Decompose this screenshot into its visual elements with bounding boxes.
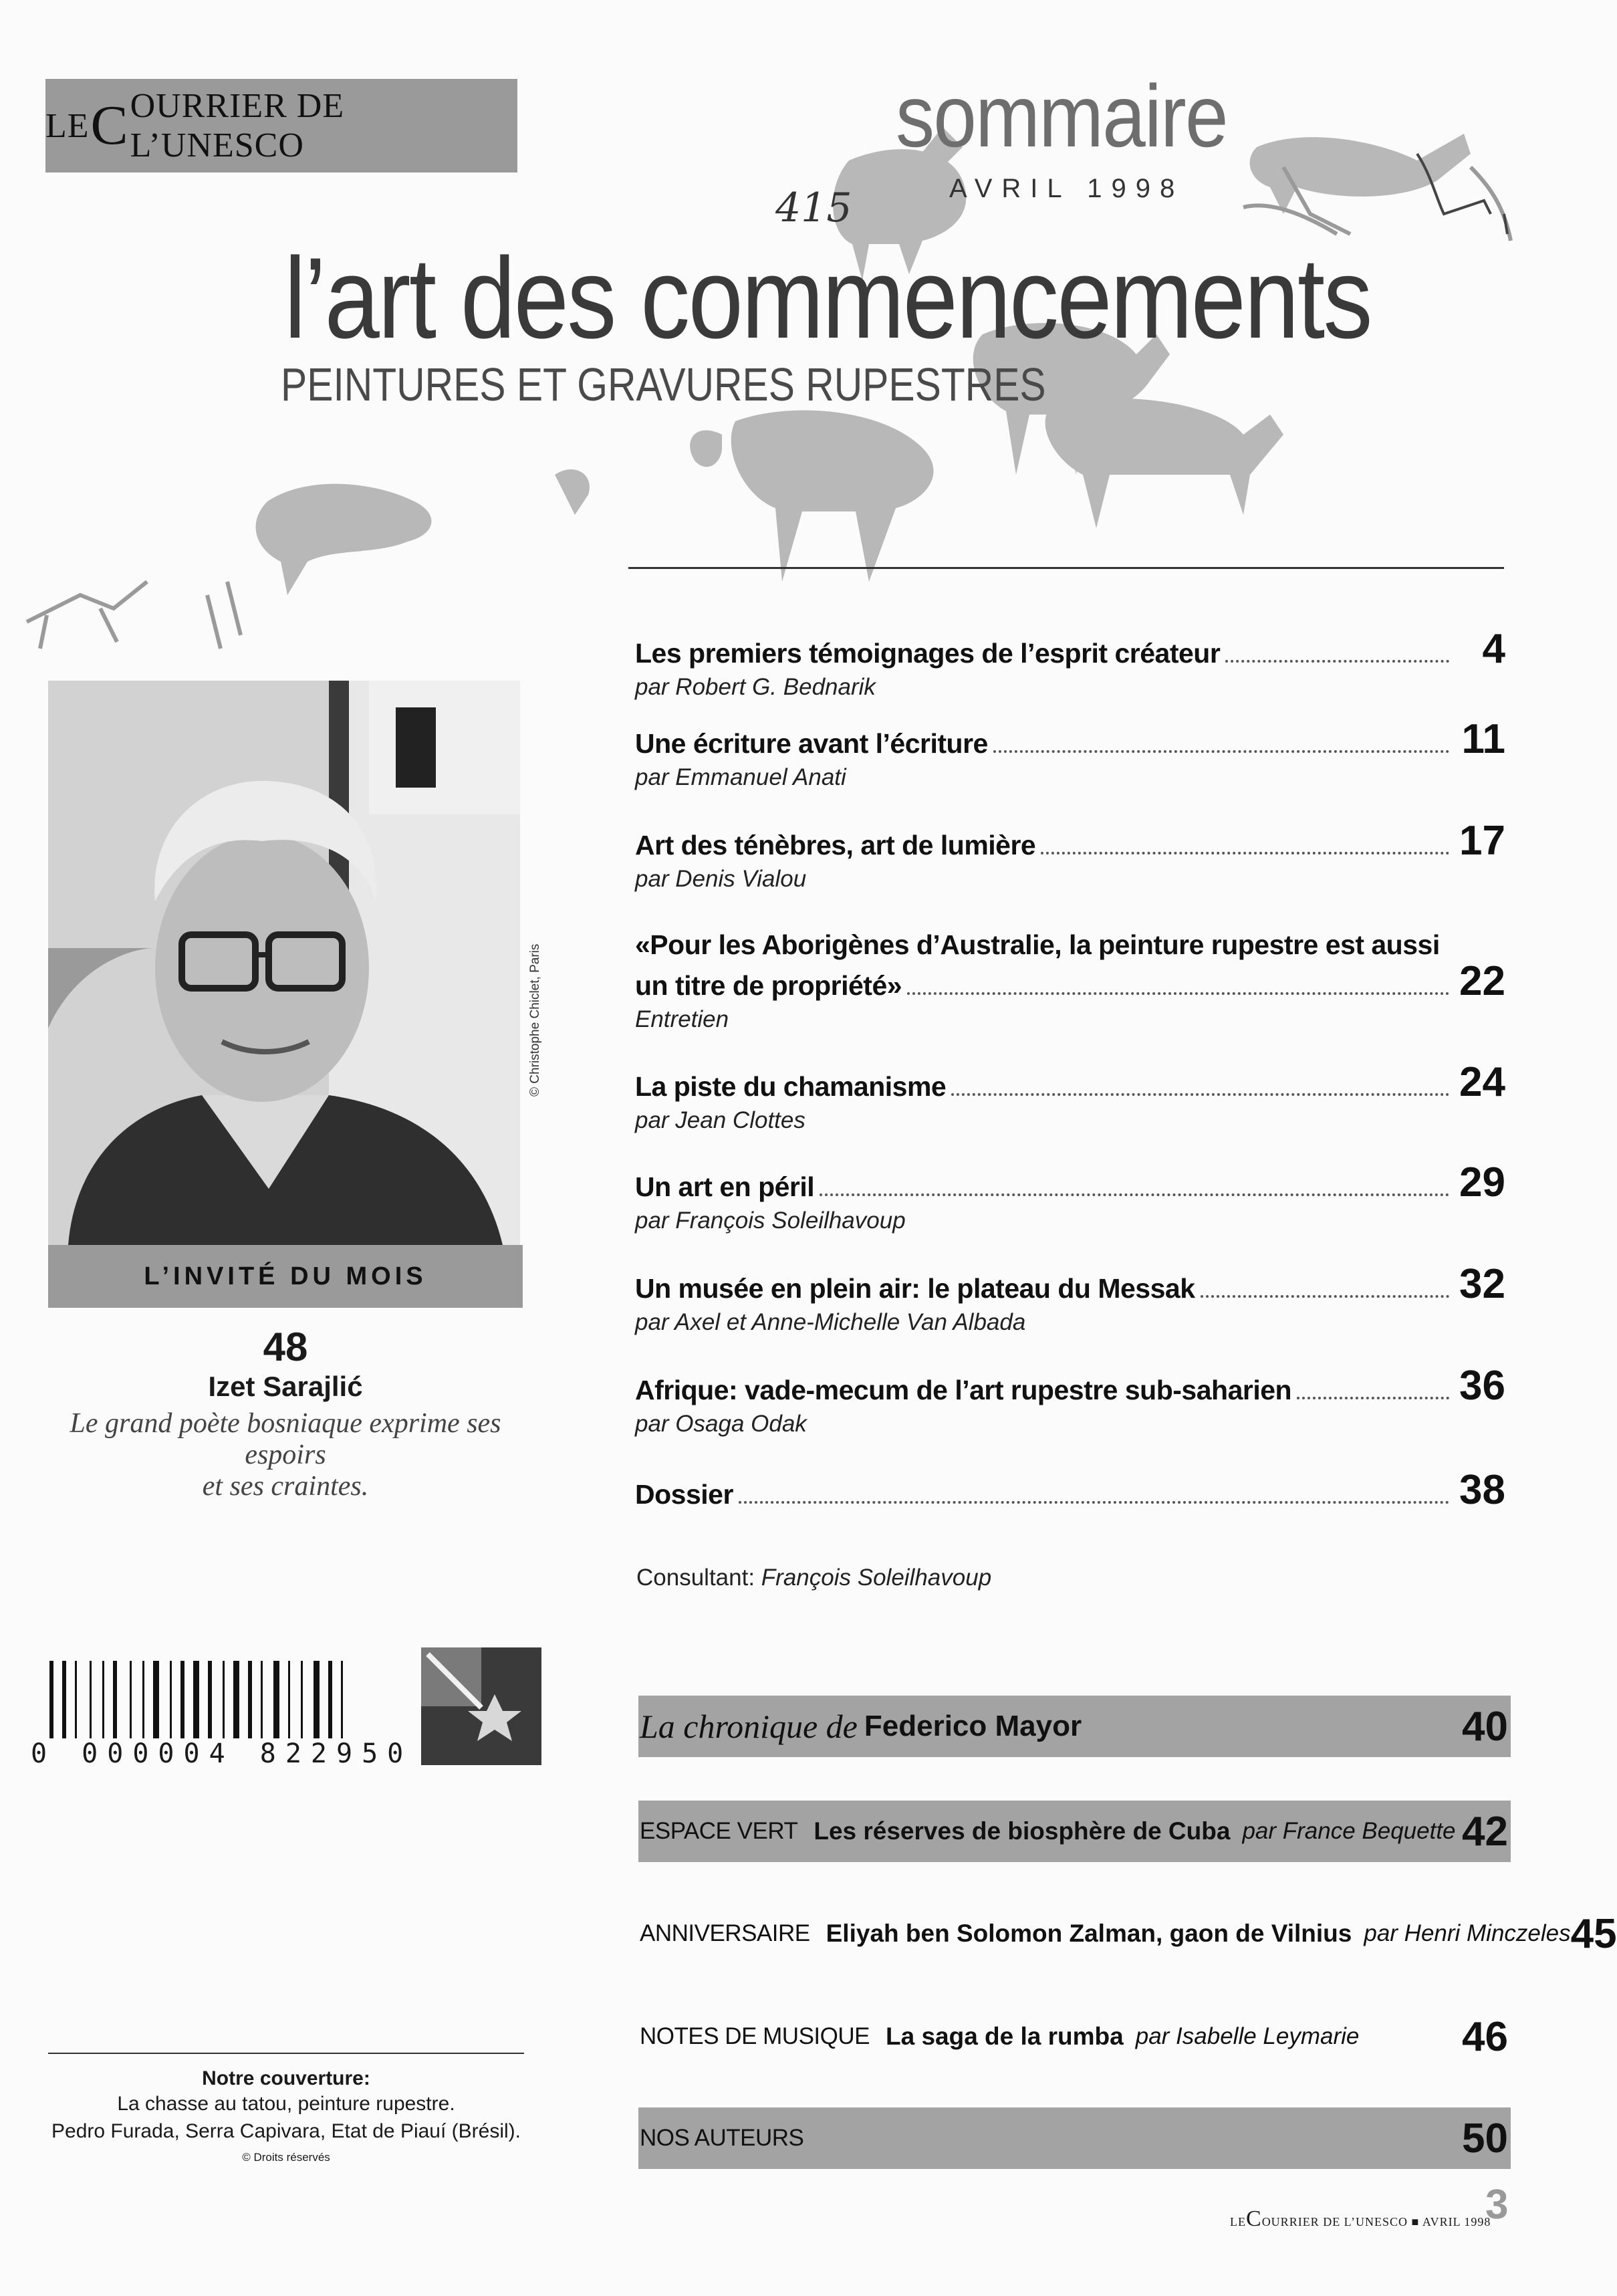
barcode-bar [261, 1661, 263, 1741]
feature-author: par France Bequette [1242, 1818, 1456, 1844]
toc-leader [1297, 1395, 1449, 1399]
page-footer [1230, 2206, 1491, 2232]
toc-author: par Osaga Odak [635, 1411, 807, 1437]
toc-page-number: 32 [1459, 1261, 1505, 1307]
masthead-rest: OURRIER DE L’UNESCO [130, 87, 345, 164]
barcode-bar [153, 1661, 159, 1741]
toc-author: par Robert G. Bednarik [635, 674, 876, 700]
consultant-name: François Soleilhavoup [761, 1565, 992, 1591]
toc-page-number: 17 [1459, 818, 1505, 864]
toc-author: par François Soleilhavoup [635, 1208, 906, 1234]
barcode-number: 0 000004 822950 [27, 1738, 416, 1769]
feature-label: ESPACE VERT [640, 1818, 798, 1844]
toc-entry[interactable] [635, 929, 1505, 1033]
guest-description [48, 1408, 523, 1502]
barcode-bar [142, 1661, 144, 1741]
barcode-bar [273, 1661, 279, 1741]
feature-page-number: 50 [1462, 2115, 1508, 2162]
consultant-credit [636, 1565, 991, 1591]
feature-author: par Isabelle Leymarie [1135, 2023, 1360, 2049]
footer-prefix: LE [1230, 2215, 1246, 2228]
toc-leader [1225, 659, 1449, 663]
feature-title: Eliyah ben Solomon Zalman, gaon de Vilnius [826, 1920, 1352, 1947]
chronicle-page-number: 40 [1462, 1703, 1508, 1750]
barcode-bar [301, 1661, 303, 1741]
barcode-bar [62, 1661, 66, 1741]
toc-title: un titre de propriété» [635, 970, 902, 1001]
barcode-bar [170, 1661, 172, 1741]
barcode-bar [180, 1661, 184, 1741]
toc-entry[interactable] [635, 716, 1505, 791]
toc-title: Une écriture avant l’écriture [635, 728, 988, 759]
feature-label: NOTES DE MUSIQUE [640, 2023, 870, 2049]
issue-subheadline: PEINTURES ET GRAVURES RUPESTRES [281, 358, 1046, 411]
guest-description-line1: Le grand poète bosniaque exprime ses espoirs [70, 1408, 501, 1471]
cover-caption-title: Notre couverture: [202, 2067, 370, 2089]
toc-page-number: 22 [1459, 958, 1505, 1004]
toc-entry[interactable] [635, 628, 1505, 701]
guest-description-line2: et ses craintes. [202, 1471, 369, 1502]
feature-band-espace-vert[interactable] [638, 1801, 1511, 1862]
toc-author: par Emmanuel Anati [635, 764, 846, 790]
feature-author: par Henri Minczeles [1364, 1920, 1571, 1946]
barcode-bar [248, 1661, 252, 1741]
toc-title: La piste du chamanisme [635, 1071, 947, 1102]
handwritten-issue-note: 415 [775, 185, 852, 231]
toc-leader [739, 1500, 1449, 1504]
barcode-bar [49, 1661, 53, 1741]
feature-title: Les réserves de biosphère de Cuba [814, 1817, 1231, 1845]
barcode-bar [130, 1661, 132, 1741]
toc-author: par Jean Clottes [635, 1107, 805, 1133]
toc-author: Entretien [635, 1006, 729, 1032]
cover-caption [48, 2053, 524, 2164]
toc-leader [1041, 850, 1449, 854]
feature-page-number: 46 [1462, 2013, 1508, 2060]
toc-title: Les premiers témoignages de l’esprit créateur [635, 638, 1221, 669]
toc-entry[interactable] [635, 1159, 1505, 1234]
issue-headline: l’art des commencements [284, 234, 1371, 362]
toc-title: Dossier [635, 1479, 733, 1510]
portrait-image [48, 681, 520, 1245]
barcode-bar [233, 1661, 239, 1741]
toc-leader [951, 1092, 1449, 1096]
toc-divider [628, 567, 1504, 569]
toc-page-number: 11 [1461, 716, 1505, 762]
barcode-bar [102, 1661, 104, 1741]
toc-title: Afrique: vade-mecum de l’art rupestre sub-saharien [635, 1375, 1292, 1405]
guest-of-month-band: L’INVITÉ DU MOIS [48, 1245, 523, 1308]
issue-date: AVRIL 1998 [949, 174, 1185, 203]
toc-leader [1201, 1294, 1450, 1298]
toc-title-line1: «Pour les Aborigènes d’Australie, la peinture rupestre est aussi [635, 929, 1440, 960]
barcode-bar [314, 1661, 320, 1741]
masthead-letter: C [90, 94, 129, 156]
cover-caption-line2: Pedro Furada, Serra Capivara, Etat de Piauí (Brésil). [51, 2120, 521, 2143]
feature-band-notes-de-musique[interactable] [638, 2006, 1511, 2067]
masthead-prefix: LE [45, 106, 90, 145]
barcode-bar [208, 1661, 212, 1741]
section-title: sommaire [896, 67, 1227, 165]
toc-entry[interactable] [635, 1261, 1505, 1336]
footer-rest: OURRIER DE L’UNESCO ■ AVRIL 1998 [1261, 2215, 1491, 2228]
toc-leader [907, 991, 1449, 995]
barcode-bar [223, 1661, 225, 1741]
cover-caption-line1: La chasse au tatou, peinture rupestre. [117, 2093, 455, 2115]
barcode-bar [288, 1661, 290, 1741]
toc-entry[interactable] [635, 1467, 1505, 1513]
chronicle-author: Federico Mayor [864, 1710, 1082, 1742]
footer-letter: C [1246, 2206, 1262, 2231]
feature-label: NOS AUTEURS [640, 2125, 804, 2151]
toc-entry[interactable] [635, 1365, 1505, 1438]
toc-page-number: 29 [1459, 1159, 1505, 1206]
toc-page-number: 4 [1482, 626, 1505, 672]
toc-leader [820, 1192, 1449, 1196]
guest-name: Izet Sarajlić [208, 1371, 363, 1402]
toc-title: Un art en péril [635, 1171, 815, 1202]
feature-page-number: 45 [1570, 1910, 1617, 1957]
guest-portrait-photo [48, 681, 520, 1245]
feature-band-nos-auteurs[interactable] [638, 2107, 1511, 2169]
barcode-bar [90, 1661, 92, 1741]
guest-page-number: 48 [263, 1325, 308, 1369]
feature-label: ANNIVERSAIRE [640, 1920, 810, 1946]
toc-author: par Axel et Anne-Michelle Van Albada [635, 1309, 1026, 1335]
consultant-label: Consultant: [636, 1565, 755, 1591]
toc-page-number: 36 [1459, 1363, 1505, 1409]
toc-leader [993, 749, 1449, 753]
chronicle-label: La chronique de [640, 1708, 858, 1745]
toc-entry[interactable] [635, 820, 1505, 893]
toc-author: par Denis Vialou [635, 866, 807, 892]
chronicle-band[interactable] [638, 1696, 1511, 1757]
toc-title: Art des ténèbres, art de lumière [635, 830, 1036, 860]
page-number: 3 [1485, 2182, 1509, 2228]
toc-entry[interactable] [635, 1059, 1505, 1134]
barcode-bar [193, 1661, 199, 1741]
toc-page-number: 24 [1459, 1059, 1505, 1105]
cover-credit: © Droits réservés [242, 2150, 330, 2164]
feature-page-number: 42 [1462, 1808, 1508, 1855]
barcode-bar [113, 1661, 117, 1741]
feature-title: La saga de la rumba [885, 2023, 1124, 2050]
toc-title: Un musée en plein air: le plateau du Messak [635, 1273, 1195, 1304]
barcode-bar [341, 1661, 343, 1741]
toc-page-number: 38 [1459, 1467, 1505, 1513]
barcode-bar [328, 1661, 332, 1741]
feature-band-anniversaire[interactable] [638, 1903, 1617, 1964]
photo-credit: © Christophe Chiclet, Paris [528, 943, 542, 1097]
barcode-bar [75, 1661, 77, 1741]
unesco-emblem-icon [421, 1647, 541, 1765]
